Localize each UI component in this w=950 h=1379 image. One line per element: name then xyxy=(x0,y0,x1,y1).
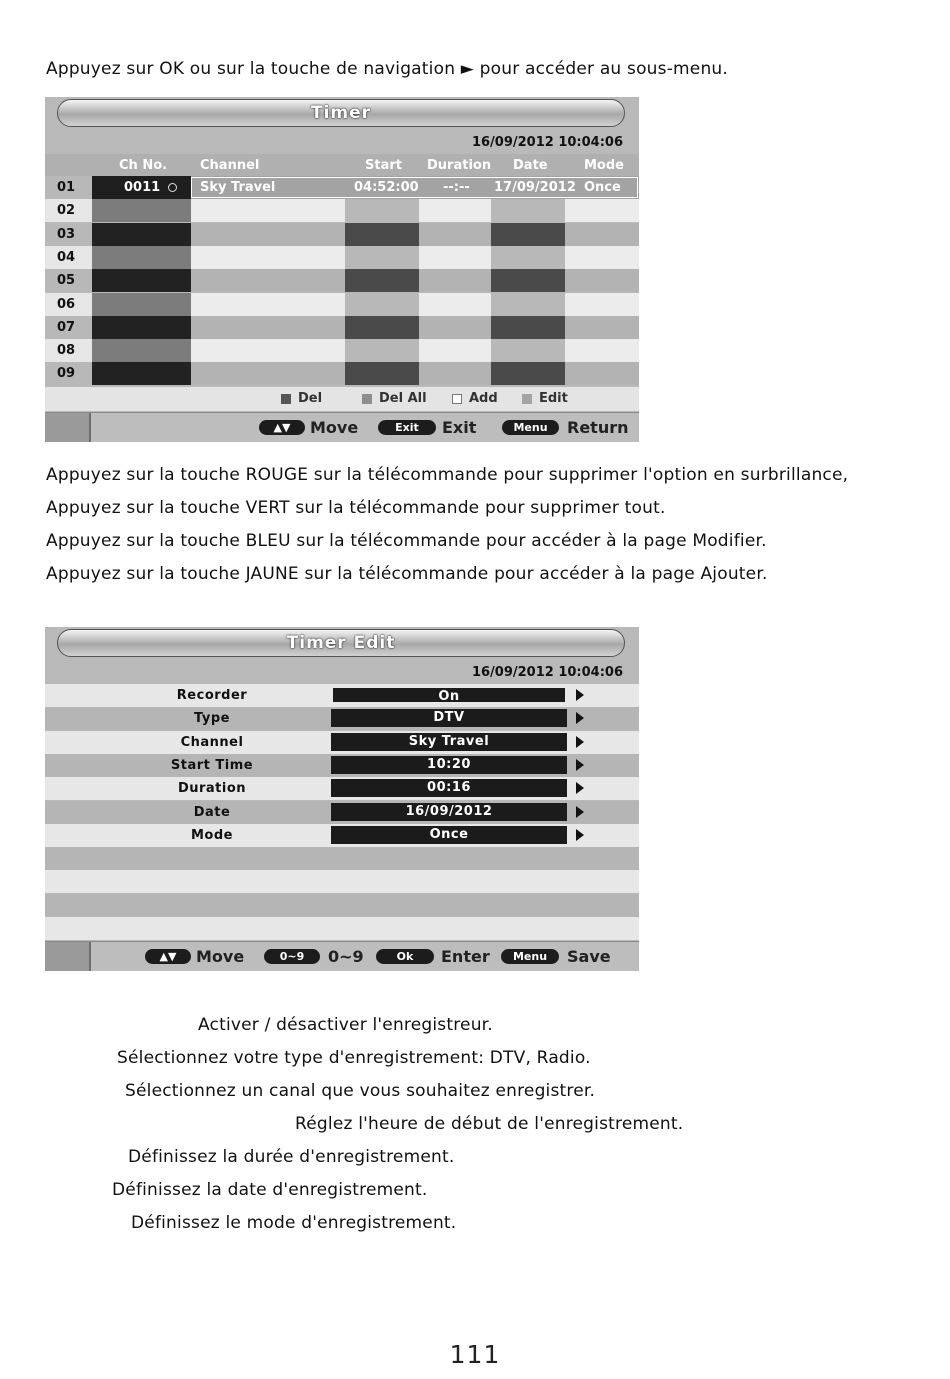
arrow-right-icon[interactable] xyxy=(576,759,584,771)
footer-move: Move xyxy=(196,947,245,966)
row-duration: --:-- xyxy=(443,180,470,195)
blue-key-icon xyxy=(522,394,532,404)
cell-date xyxy=(491,293,565,316)
cell-start xyxy=(345,269,419,292)
field-label: Type xyxy=(194,711,230,727)
row-number: 09 xyxy=(57,366,76,382)
timer-edit-datetime: 16/09/2012 10:04:06 xyxy=(471,665,623,680)
cell-duration xyxy=(419,293,491,316)
cell-ch-no xyxy=(92,269,191,292)
row-number: 07 xyxy=(57,319,76,335)
cell-channel xyxy=(191,269,345,292)
timer-row[interactable] xyxy=(45,223,639,246)
edit-row-start-time[interactable] xyxy=(45,754,639,777)
cell-date xyxy=(491,269,565,292)
arrow-right-icon[interactable] xyxy=(576,829,584,841)
cell-duration xyxy=(419,246,491,269)
legend-add: Add xyxy=(469,391,498,406)
cell-channel xyxy=(191,199,345,222)
cell-start xyxy=(345,362,419,385)
cell-mode xyxy=(565,339,639,362)
instruction-yellow: Appuyez sur la touche JAUNE sur la télécommande pour accéder à la page Ajouter. xyxy=(46,564,768,584)
legend-del: Del xyxy=(298,391,323,406)
cell-ch-no xyxy=(92,362,191,385)
cell-date xyxy=(491,199,565,222)
timer-title: Timer xyxy=(57,99,625,127)
field-label: Mode xyxy=(191,827,233,843)
timer-legend xyxy=(45,387,639,411)
cell-ch-no xyxy=(92,316,191,339)
cell-ch-no xyxy=(92,293,191,316)
timer-row[interactable] xyxy=(45,362,639,385)
header-start: Start xyxy=(365,158,402,173)
cell-ch-no xyxy=(92,339,191,362)
footer-exit: Exit xyxy=(442,418,477,437)
ok-key-icon: Ok xyxy=(376,949,434,964)
header-channel: Channel xyxy=(200,158,260,173)
footer-tab xyxy=(45,413,91,442)
desc-type: Sélectionnez votre type d'enregistrement: DTV, Radio. xyxy=(117,1048,591,1068)
header-duration: Duration xyxy=(427,158,492,173)
header-mode: Mode xyxy=(584,158,624,173)
cell-date xyxy=(491,246,565,269)
arrow-right-icon[interactable] xyxy=(576,712,584,724)
field-value[interactable]: Once xyxy=(331,826,567,844)
field-value[interactable]: On xyxy=(331,686,567,704)
timer-row[interactable] xyxy=(45,293,639,316)
cell-duration xyxy=(419,223,491,246)
edit-row-empty xyxy=(45,870,639,893)
footer-save: Save xyxy=(567,947,611,966)
field-value[interactable]: 00:16 xyxy=(331,779,567,797)
cell-start xyxy=(345,316,419,339)
edit-row-duration[interactable] xyxy=(45,777,639,800)
menu-key-icon: Menu xyxy=(501,949,559,964)
field-value[interactable]: Sky Travel xyxy=(331,733,567,751)
field-label: Start Time xyxy=(170,757,254,773)
cell-duration xyxy=(419,362,491,385)
digits-key-icon: 0~9 xyxy=(264,949,320,964)
cell-ch-no xyxy=(92,199,191,222)
cell-start xyxy=(345,339,419,362)
row-number: 06 xyxy=(57,296,76,312)
timer-edit-title: Timer Edit xyxy=(57,629,625,657)
timer-row[interactable] xyxy=(45,176,639,199)
cell-start xyxy=(345,293,419,316)
desc-start-time: Réglez l'heure de début de l'enregistrement. xyxy=(295,1114,684,1134)
clock-icon xyxy=(168,183,177,192)
row-number: 08 xyxy=(57,343,76,359)
timer-screen xyxy=(45,97,639,442)
cell-date xyxy=(491,223,565,246)
row-number: 03 xyxy=(57,226,76,242)
cell-mode xyxy=(565,293,639,316)
timer-edit-screen xyxy=(45,627,639,971)
timer-row[interactable] xyxy=(45,339,639,362)
footer-move: Move xyxy=(310,418,359,437)
row-date: 17/09/2012 xyxy=(494,180,576,195)
page-number: 111 xyxy=(449,1340,501,1369)
edit-row-empty xyxy=(45,894,639,917)
legend-del-all: Del All xyxy=(379,391,427,406)
red-key-icon xyxy=(281,394,291,404)
instruction-blue: Appuyez sur la touche BLEU sur la télécommande pour accéder à la page Modifier. xyxy=(46,531,767,551)
footer-tab xyxy=(45,942,91,971)
cell-ch-no xyxy=(92,246,191,269)
timer-row[interactable] xyxy=(45,269,639,292)
edit-row-empty xyxy=(45,917,639,940)
row-channel: Sky Travel xyxy=(200,180,276,195)
footer-return: Return xyxy=(567,418,629,437)
cell-channel xyxy=(191,223,345,246)
field-label: Channel xyxy=(180,734,244,750)
row-mode: Once xyxy=(584,180,621,195)
timer-row[interactable] xyxy=(45,246,639,269)
arrow-right-icon[interactable] xyxy=(576,689,584,701)
cell-date xyxy=(491,339,565,362)
field-label: Date xyxy=(193,804,231,820)
edit-row-mode[interactable] xyxy=(45,824,639,847)
cell-channel xyxy=(191,246,345,269)
cell-duration xyxy=(419,339,491,362)
cell-channel xyxy=(191,293,345,316)
move-key-icon: ▲▼ xyxy=(259,420,305,435)
edit-row-type[interactable] xyxy=(45,707,639,730)
cell-duration xyxy=(419,199,491,222)
field-value[interactable]: 10:20 xyxy=(331,756,567,774)
exit-key-icon: Exit xyxy=(378,420,436,435)
desc-recorder: Activer / désactiver l'enregistreur. xyxy=(198,1015,493,1035)
row-number: 04 xyxy=(57,249,76,265)
cell-mode xyxy=(565,223,639,246)
cell-ch-no xyxy=(92,223,191,246)
arrow-right-icon[interactable] xyxy=(576,806,584,818)
cell-mode xyxy=(565,362,639,385)
footer-digits: 0~9 xyxy=(328,947,364,966)
desc-duration: Définissez la durée d'enregistrement. xyxy=(128,1147,455,1167)
edit-row-empty xyxy=(45,847,639,870)
field-label: Recorder xyxy=(176,688,248,703)
edit-row-date[interactable] xyxy=(45,801,639,824)
timer-row[interactable] xyxy=(45,316,639,339)
field-value[interactable]: DTV xyxy=(331,709,567,727)
cell-mode xyxy=(565,246,639,269)
cell-duration xyxy=(419,316,491,339)
cell-mode xyxy=(565,199,639,222)
arrow-right-icon[interactable] xyxy=(576,736,584,748)
footer-enter: Enter xyxy=(441,947,490,966)
timer-datetime: 16/09/2012 10:04:06 xyxy=(471,135,623,150)
cell-channel xyxy=(191,362,345,385)
edit-row-channel[interactable] xyxy=(45,731,639,754)
header-ch-no: Ch No. xyxy=(119,158,168,173)
timer-footer xyxy=(45,412,639,442)
cell-duration xyxy=(419,269,491,292)
cell-date xyxy=(491,362,565,385)
cell-date xyxy=(491,316,565,339)
desc-mode: Définissez le mode d'enregistrement. xyxy=(131,1213,457,1233)
edit-row-recorder[interactable] xyxy=(45,684,639,707)
legend-edit: Edit xyxy=(539,391,568,406)
header-date: Date xyxy=(513,158,548,173)
cell-channel xyxy=(191,339,345,362)
move-key-icon: ▲▼ xyxy=(145,949,191,964)
timer-edit-footer xyxy=(45,941,639,971)
row-ch-no: 0011 xyxy=(124,180,161,195)
row-number: 01 xyxy=(57,180,76,195)
cell-mode xyxy=(565,269,639,292)
cell-mode xyxy=(565,316,639,339)
desc-date: Définissez la date d'enregistrement. xyxy=(112,1180,428,1200)
desc-channel: Sélectionnez un canal que vous souhaitez enregistrer. xyxy=(125,1081,596,1101)
row-number: 05 xyxy=(57,273,76,289)
green-key-icon xyxy=(362,394,372,404)
instruction-red: Appuyez sur la touche ROUGE sur la télécommande pour supprimer l'option en surbrillance, xyxy=(46,465,849,485)
row-number: 02 xyxy=(57,203,76,219)
instruction-green: Appuyez sur la touche VERT sur la télécommande pour supprimer tout. xyxy=(46,498,666,518)
intro-text: Appuyez sur OK ou sur la touche de navigation ► pour accéder au sous-menu. xyxy=(46,59,729,79)
cell-start xyxy=(345,223,419,246)
timer-row[interactable] xyxy=(45,199,639,222)
cell-channel xyxy=(191,316,345,339)
timer-header-row xyxy=(45,154,639,176)
field-value[interactable]: 16/09/2012 xyxy=(331,803,567,821)
yellow-key-icon xyxy=(452,394,462,404)
row-start: 04:52:00 xyxy=(354,180,419,195)
arrow-right-icon[interactable] xyxy=(576,782,584,794)
menu-key-icon: Menu xyxy=(502,420,559,435)
cell-start xyxy=(345,199,419,222)
cell-start xyxy=(345,246,419,269)
field-label: Duration xyxy=(177,781,247,797)
